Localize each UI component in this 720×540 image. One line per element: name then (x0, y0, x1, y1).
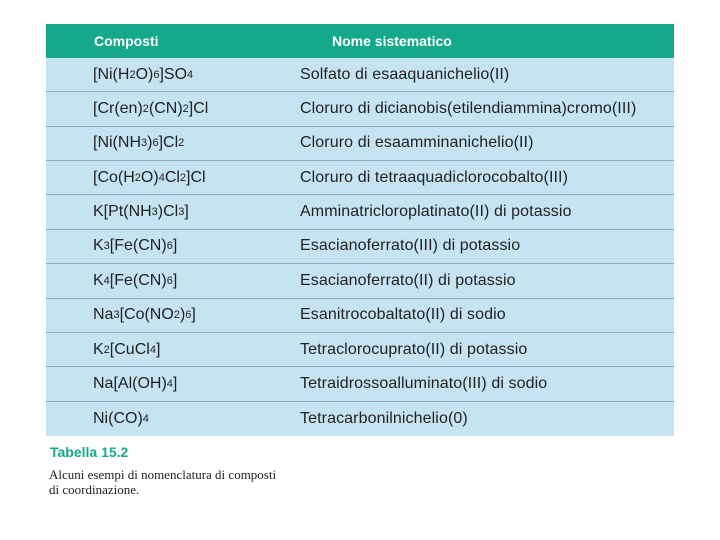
formula-text: [Fe(CN) (109, 237, 167, 255)
table-body (46, 58, 674, 436)
formula-text: O) (135, 65, 154, 83)
formula-text: Na (93, 306, 114, 324)
formula-text: Na[Al(OH) (93, 374, 167, 392)
table-row (46, 127, 674, 161)
formula-text: ) (147, 134, 153, 152)
formula-text: ]Cl (158, 134, 179, 152)
systematic-name: Tetraclorocuprato(II) di potassio (300, 340, 528, 358)
formula-text: ] (191, 306, 196, 324)
systematic-name: Esacianoferrato(II) di potassio (300, 271, 516, 289)
systematic-name: Solfato di esaaquanichelio(II) (300, 65, 510, 83)
systematic-name: Tetracarbonilnichelio(0) (300, 409, 468, 427)
formula-text: [Cr(en) (93, 100, 143, 118)
formula-text: K (93, 271, 104, 289)
formula-text: ] (155, 340, 161, 358)
compound-formula: [Ni(NH 3 ) 6 ]Cl 2 (93, 134, 185, 152)
formula-text: [CuCl (109, 340, 150, 358)
table-row (46, 195, 674, 229)
table-row (46, 264, 674, 298)
formula-text: ]SO (159, 65, 188, 83)
compound-formula: Ni(CO) 4 (93, 409, 149, 427)
compound-formula: [Ni(H 2 O) 6 ]SO 4 (93, 65, 194, 83)
compound-formula: Na 3 [Co(NO 2 ) 6 ] (93, 306, 196, 324)
formula-text: )Cl (157, 203, 179, 221)
table-row (46, 333, 674, 367)
formula-text: K (93, 237, 104, 255)
formula-text: ]Cl (186, 168, 206, 186)
header-compounds: Composti (94, 33, 159, 49)
formula-text: (CN) (148, 100, 183, 118)
table-row (46, 299, 674, 333)
table-row (46, 92, 674, 126)
table-row (46, 161, 674, 195)
compounds-table (46, 24, 674, 436)
formula-text: Ni(CO) (93, 409, 143, 427)
systematic-name: Esacianoferrato(III) di potassio (300, 237, 521, 255)
formula-text: O) (140, 168, 159, 186)
formula-text: ] (172, 271, 178, 289)
compound-formula: [Co(H 2 O) 4 Cl 2 ]Cl (93, 168, 206, 186)
formula-text: K[Pt(NH (93, 203, 152, 221)
compound-formula: K 4 [Fe(CN) 6 ] (93, 271, 178, 289)
formula-text: [Co(NO (119, 306, 174, 324)
systematic-name: Cloruro di dicianobis(etilendiammina)cromo(III) (300, 100, 637, 118)
table-header (46, 24, 674, 58)
formula-text: ] (172, 237, 178, 255)
compound-formula: [Cr(en) 2 (CN) 2 ]Cl (93, 100, 209, 118)
table-row (46, 367, 674, 401)
table-row (46, 230, 674, 264)
formula-text: Cl (164, 168, 180, 186)
formula-text: ] (184, 203, 189, 221)
formula-text: [Co(H (93, 168, 135, 186)
table-row (46, 58, 674, 92)
table-row (46, 402, 674, 436)
formula-text: [Ni(H (93, 65, 130, 83)
formula-text: [Fe(CN) (109, 271, 167, 289)
formula-text: K (93, 340, 104, 358)
caption-text: Alcuni esempi di nomenclatura di composti di coordinazione. (49, 467, 277, 497)
systematic-name: Tetraidrossoalluminato(III) di sodio (300, 374, 548, 392)
header-systematic-name: Nome sistematico (332, 33, 452, 49)
systematic-name: Cloruro di esaamminanichelio(II) (300, 134, 534, 152)
compound-formula: K 3 [Fe(CN) 6 ] (93, 237, 178, 255)
systematic-name: Esanitrocobaltato(II) di sodio (300, 306, 506, 324)
compound-formula: K 2 [CuCl 4 ] (93, 340, 161, 358)
formula-text: ) (179, 306, 186, 324)
compound-formula: Na[Al(OH) 4 ] (93, 374, 178, 392)
caption-title: Tabella 15.2 (50, 444, 129, 460)
formula-text: [Ni(NH (93, 134, 141, 152)
formula-text: ]Cl (188, 100, 209, 118)
systematic-name: Cloruro di tetraaquadiclorocobalto(III) (300, 168, 569, 186)
systematic-name: Amminatricloroplatinato(II) di potassio (300, 203, 572, 221)
formula-text: ] (172, 374, 178, 392)
compound-formula: K[Pt(NH 3 )Cl 3 ] (93, 203, 189, 221)
